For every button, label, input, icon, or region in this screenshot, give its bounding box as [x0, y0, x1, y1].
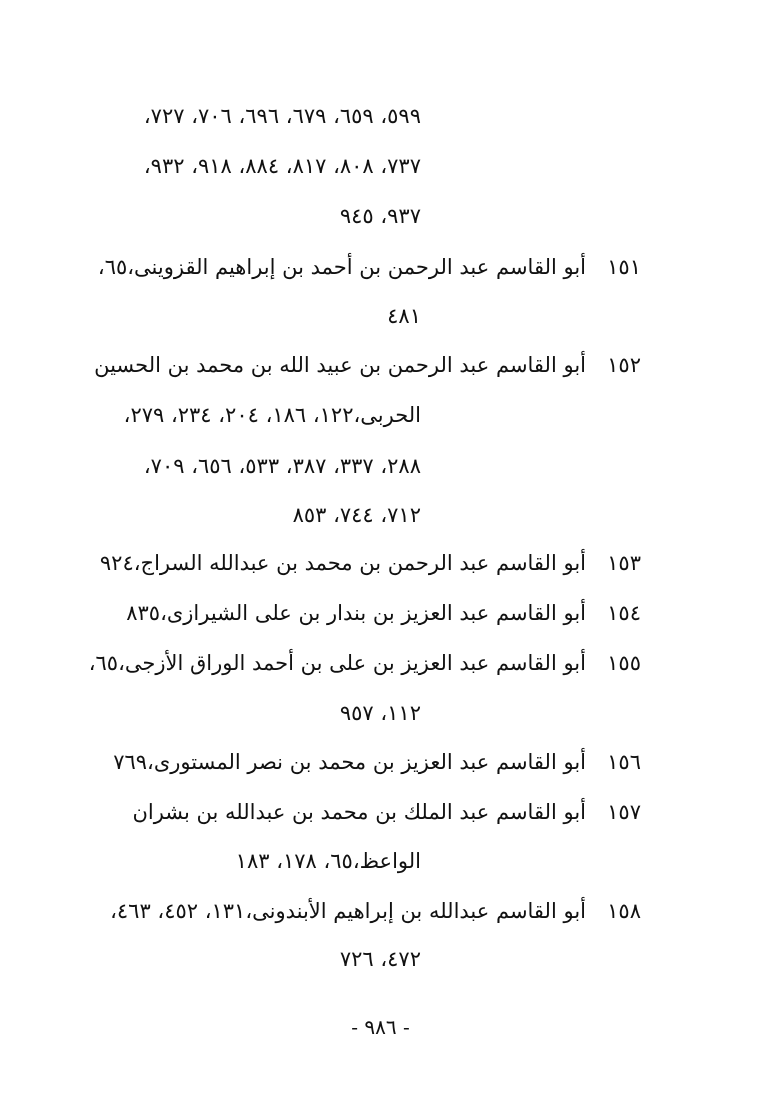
entry-155-line-1: أبو القاسم عبد العزيز بن على بن أحمد الوراق الأزجى،٦٥، [88, 651, 586, 675]
entry-158-line-1: أبو القاسم عبدالله بن إبراهيم الأبندونى،١٣١، ٤٥٢، ٤٦٣، [110, 899, 586, 923]
entry-153-line-1: أبو القاسم عبد الرحمن بن محمد بن عبدالله السراج،٩٢٤ [99, 551, 586, 575]
entry-number-153: ١٥٣ [607, 551, 641, 575]
entry-157-line-2: الواعظ،٦٥، ١٧٨، ١٨٣ [235, 849, 421, 873]
entry-number-156: ١٥٦ [607, 750, 641, 774]
entry-152-line-4: ٧١٢، ٧٤٤، ٨٥٣ [292, 503, 421, 527]
entry-number-157: ١٥٧ [607, 800, 641, 824]
entry-152-line-2: الحربى،١٢٢، ١٨٦، ٢٠٤، ٢٣٤، ٢٧٩، [123, 403, 421, 427]
entry-158-line-2: ٤٧٢، ٧٢٦ [339, 947, 421, 971]
continuation-line-1: ٥٩٩، ٦٥٩، ٦٧٩، ٦٩٦، ٧٠٦، ٧٢٧، [143, 104, 421, 128]
entry-152-line-1: أبو القاسم عبد الرحمن بن عبيد الله بن محمد بن الحسين [94, 353, 586, 377]
entry-151-line-2: ٤٨١ [387, 304, 421, 328]
page-number: - ٩٨٦ - [351, 1015, 410, 1039]
entry-152-line-3: ٢٨٨، ٣٣٧، ٣٨٧، ٥٣٣، ٦٥٦، ٧٠٩، [143, 454, 421, 478]
entry-number-152: ١٥٢ [607, 353, 641, 377]
entry-number-151: ١٥١ [607, 255, 641, 279]
entry-151-line-1: أبو القاسم عبد الرحمن بن أحمد بن إبراهيم القزوينى،٦٥، [97, 255, 586, 279]
entry-number-158: ١٥٨ [607, 899, 641, 923]
continuation-line-3: ٩٣٧، ٩٤٥ [339, 204, 421, 228]
entry-154-line-1: أبو القاسم عبد العزيز بن بندار بن على الشيرازى،٨٣٥ [126, 601, 586, 625]
entry-157-line-1: أبو القاسم عبد الملك بن محمد بن عبدالله بن بشران [132, 800, 586, 824]
entry-number-154: ١٥٤ [607, 601, 641, 625]
continuation-line-2: ٧٣٧، ٨٠٨، ٨١٧، ٨٨٤، ٩١٨، ٩٣٢، [143, 154, 421, 178]
entry-number-155: ١٥٥ [607, 651, 641, 675]
entry-156-line-1: أبو القاسم عبد العزيز بن محمد بن نصر المستورى،٧٦٩ [113, 750, 586, 774]
entry-155-line-2: ١١٢، ٩٥٧ [339, 701, 421, 725]
